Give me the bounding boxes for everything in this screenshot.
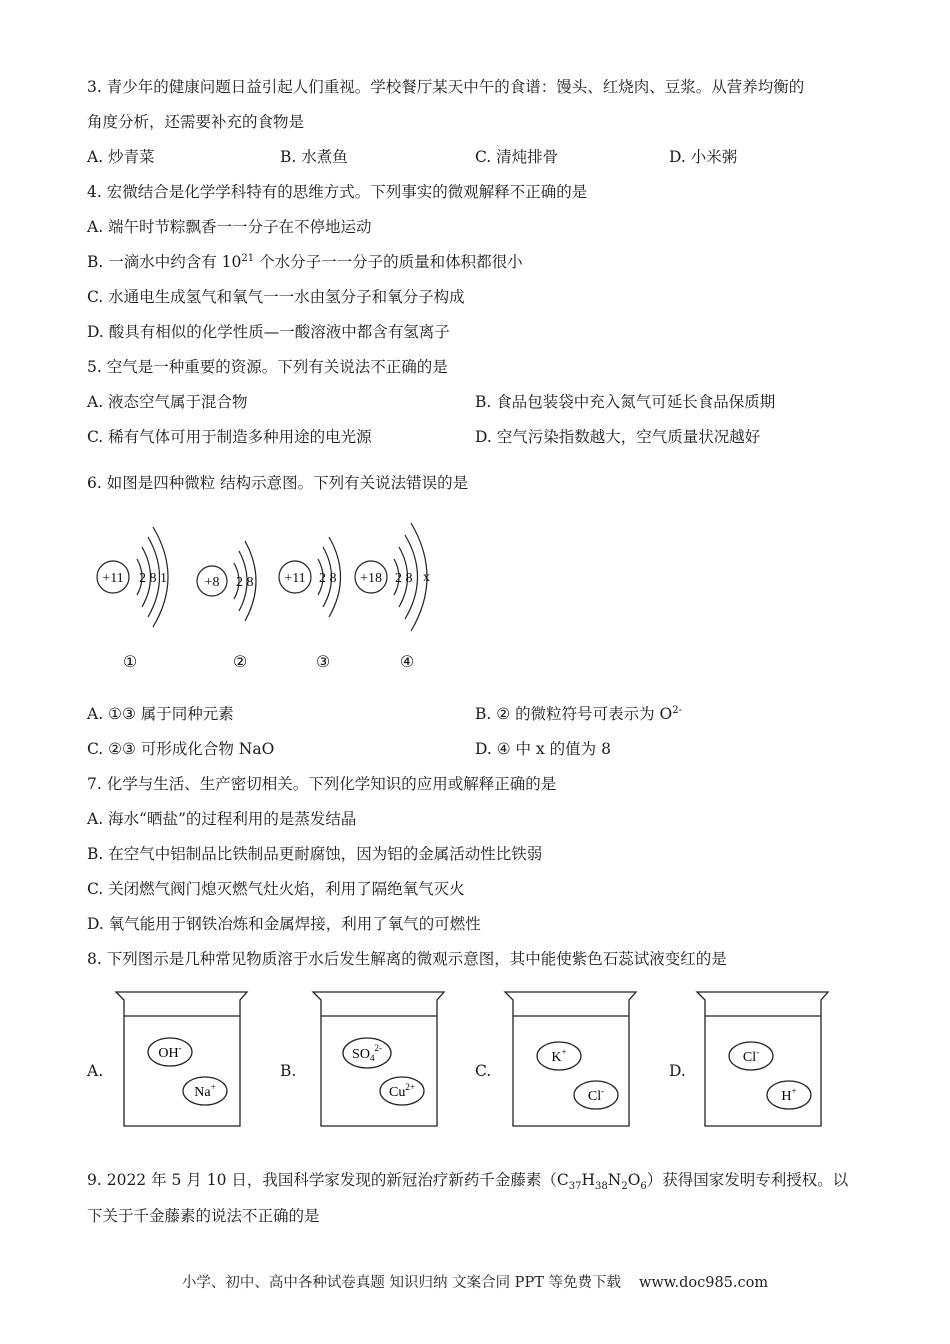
atom-label-3: ③ [315, 652, 331, 671]
q9-stem-line1: 9. 2022 年 5 月 10 日，我国科学家发现的新冠治疗新药千金藤素$(C_{37}H_{38}N_2O_6)$获得国家发明专利授权。以 [87, 1171, 849, 1193]
q6-option-a: A. ①③ 属于同种元素 [87, 705, 234, 723]
ion-label-2: $Cu^{2+}$ [389, 1082, 415, 1100]
nucleus-label-4: +18 [360, 571, 382, 586]
ion-label-1: OH- [158, 1043, 182, 1061]
ion-label-1: K+ [551, 1047, 567, 1065]
q7-option-c: C. 关闭燃气阀门熄灭燃气灶火焰，利用了隔绝氧气灭火 [87, 880, 465, 898]
q4-option-a: A. 端午时节粽飘香一一分子在不停地运动 [87, 218, 372, 236]
atom-label-4: ④ [399, 652, 415, 671]
q9-stem-line2: 下关于千金藤素的说法不正确的是 [87, 1207, 320, 1225]
q7-option-b: B. 在空气中铝制品比铁制品更耐腐蚀，因为铝的金属活动性比铁弱 [87, 845, 543, 863]
q6-option-d: D. ④ 中 x 的值为 8 [475, 740, 611, 758]
page-footer [0, 1271, 950, 1292]
q8-beaker-b-label: B. [280, 1062, 297, 1080]
q5-option-d: D. 空气污染指数越大，空气质量状况越好 [475, 428, 761, 446]
q8-beaker-d-label: D. [669, 1062, 686, 1080]
q3-stem-line1: 3. 青少年的健康问题日益引起人们重视。学校餐厅某天中午的食谱：馒头、红烧肉、豆浆。从营养均衡的 [87, 78, 805, 96]
beaker-a-diagram [112, 990, 252, 1130]
q5-option-b: B. 食品包装袋中充入氮气可延长食品保质期 [475, 393, 776, 411]
q8-beaker-c-label: C. [475, 1062, 492, 1080]
electrons-label-4: 2 8 [395, 571, 413, 586]
q6-option-c: C. ②③ 可形成化合物 NaO [87, 740, 275, 758]
ion-label-1: $SO_4^{2-}$ [352, 1043, 382, 1063]
nucleus-label-2: +8 [204, 575, 220, 590]
electrons-label-1: 2 8 1 [139, 571, 167, 586]
nucleus-label-1: +11 [102, 571, 124, 586]
q3-option-c: C. 清炖排骨 [475, 148, 559, 166]
q3-option-b: B. 水煮鱼 [280, 148, 348, 166]
q4-option-d: D. 酸具有相似的化学性质—一酸溶液中都含有氢离子 [87, 323, 450, 341]
q7-option-d: D. 氧气能用于钢铁冶炼和金属焊接，利用了氧气的可燃性 [87, 915, 481, 933]
nucleus-label-3: +11 [284, 571, 306, 586]
q4-stem: 4. 宏微结合是化学学科特有的思维方式。下列事实的微观解释不正确的是 [87, 183, 588, 201]
atom-label-1: ① [122, 652, 138, 671]
beaker-outline [313, 992, 444, 1126]
ion-label-1: Cl- [742, 1047, 760, 1065]
q7-option-a: A. 海水“晒盐”的过程利用的是蒸发结晶 [87, 810, 357, 828]
beaker-c-diagram [501, 990, 641, 1130]
beaker-d-diagram [693, 990, 833, 1130]
atom-label-2: ② [232, 652, 248, 671]
q3-option-a: A. 炒青菜 [87, 148, 155, 166]
ion-label-2: Na+ [194, 1082, 216, 1100]
footer-url[interactable]: www.doc985.com [638, 1275, 769, 1291]
beaker-outline [697, 992, 828, 1126]
q4-option-c: C. 水通电生成氢气和氧气一一水由氢分子和氧分子构成 [87, 288, 465, 306]
q7-stem: 7. 化学与生活、生产密切相关。下列化学知识的应用或解释正确的是 [87, 775, 557, 793]
q5-option-c: C. 稀有气体可用于制造多种用途的电光源 [87, 428, 372, 446]
q6-stem: 6. 如图是四种微粒 结构示意图。下列有关说法错误的是 [87, 474, 469, 492]
q6-option-b: B. ② 的微粒符号可表示为 $O^{2-}$ [475, 704, 682, 723]
q3-option-d: D. 小米粥 [669, 148, 738, 166]
electrons-x-label: x [423, 570, 430, 585]
q3-stem-line2: 角度分析，还需要补充的食物是 [87, 113, 305, 131]
q4-option-b: B. 一滴水中约含有 $10^{21}$ 个水分子一一分子的质量和体积都很小 [87, 252, 523, 271]
q8-beaker-a-label: A. [87, 1062, 104, 1080]
q5-option-a: A. 液态空气属于混合物 [87, 393, 248, 411]
beaker-outline [505, 992, 636, 1126]
q5-stem: 5. 空气是一种重要的资源。下列有关说法不正确的是 [87, 358, 448, 376]
beaker-b-diagram [309, 990, 449, 1130]
beaker-outline [116, 992, 247, 1126]
electrons-label-3: 2 8 [319, 571, 337, 586]
atomic-structure-diagram [85, 515, 455, 675]
ion-label-2: H+ [781, 1086, 797, 1104]
ion-label-2: Cl- [587, 1086, 605, 1104]
electrons-label-2: 2 8 [236, 575, 254, 590]
q8-stem: 8. 下列图示是几种常见物质溶于水后发生解离的微观示意图，其中能使紫色石蕊试液变红的是 [87, 950, 727, 968]
footer-text: 小学、初中、高中各种试卷真题 知识归纳 文案合同 PPT 等免费下载 [181, 1275, 621, 1291]
